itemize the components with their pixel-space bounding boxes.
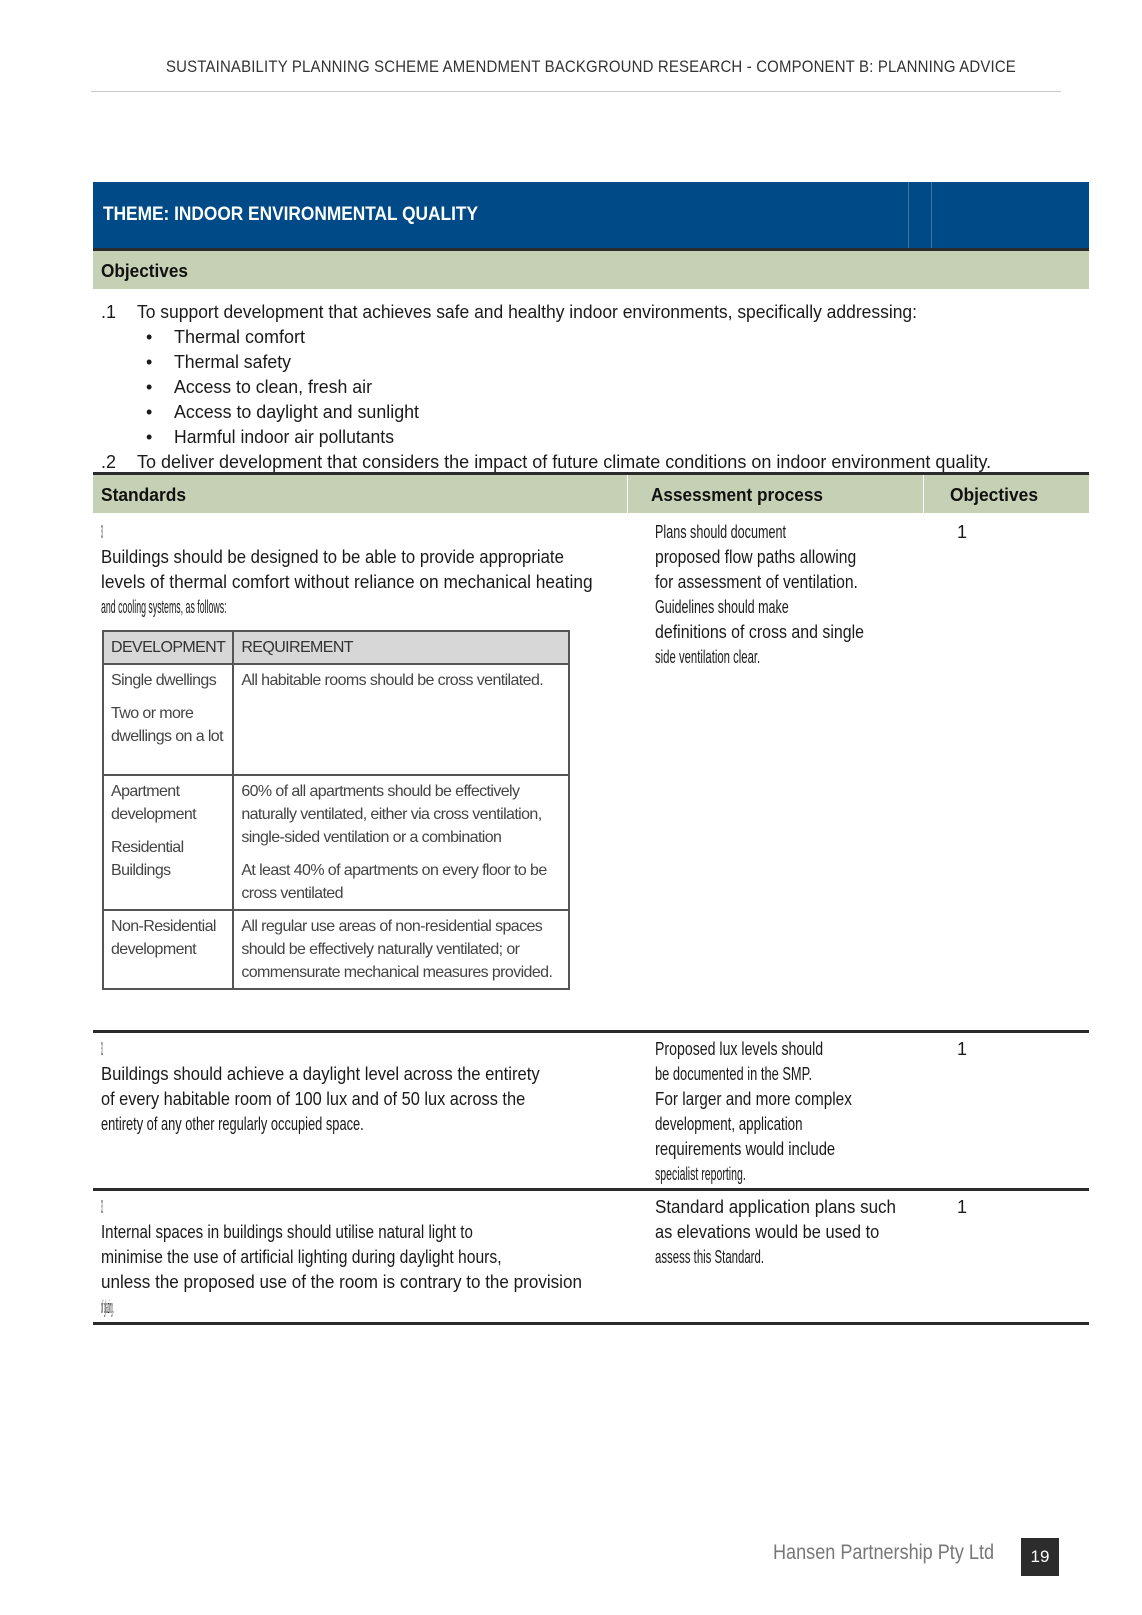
table-row [103, 775, 569, 910]
development-cell: Non-Residential development [103, 910, 233, 989]
header-rule [91, 91, 1061, 92]
assessment-s31: Proposed lux levels should be documented in the SMP. For larger and more complex development, application requirements would include specialist reporting. [655, 1039, 852, 1184]
objective-text: To deliver development that considers the impact of future climate conditions on indoor environment quality. [137, 452, 992, 472]
footer-company: Hansen Partnership Pty Ltd [773, 1541, 995, 1564]
standard-s31: S31 Buildings should achieve a daylight level across the entirety of every habitable room of 100 lux and of 50 lux across the entirety of any other regularly occupied space. [101, 1039, 540, 1134]
column-header-bar [93, 475, 1089, 513]
running-header: SUSTAINABILITY PLANNING SCHEME AMENDMENT BACKGROUND RESEARCH - COMPONENT B: PLANNING ADVICE [166, 57, 1016, 76]
theme-bar [93, 182, 1089, 248]
bullet-icon: • [146, 402, 153, 422]
ventilation-requirements-table [102, 630, 570, 990]
objective-ref-s32: 1 [957, 1197, 968, 1217]
standard-s30: S30 Buildings should be designed to be able to provide appropriate levels of thermal comfort without reliance on mechanical heating and cooling systems, as follows: [101, 522, 593, 617]
development-cell: Single dwellings Two or more dwellings on a lot [103, 664, 233, 775]
table-row [103, 664, 569, 775]
table-header-development: DEVELOPMENT [103, 631, 233, 664]
table-header-requirement: REQUIREMENT [233, 631, 569, 664]
standards-column-header: Standards [101, 485, 187, 505]
objective-ref-s31: 1 [957, 1039, 968, 1059]
bullet-icon: • [146, 377, 153, 397]
objective-bullet: • Access to daylight and sunlight [101, 400, 1091, 425]
objective-text: To support development that achieves safe and healthy indoor environments, specifically addressing: [137, 302, 918, 322]
table-row [103, 910, 569, 989]
objective-number: .2 [101, 452, 117, 472]
objective-bullet: • Harmful indoor air pollutants [101, 425, 1091, 450]
assessment-column-header: Assessment process [651, 485, 824, 505]
assessment-s32: Standard application plans such as elevations would be used to assess this Standard. [655, 1197, 896, 1267]
standard-code: S30 [101, 522, 103, 542]
objective-number: .1 [101, 302, 117, 322]
row-rule [93, 1188, 1089, 1191]
requirement-cell: 60% of all apartments should be effectively naturally ventilated, either via cross ventilation, single-sided ventilation or a combination At least 40% of apartments on every floor to be cross ventilated [233, 775, 569, 910]
development-cell: Apartment development Residential Buildings [103, 775, 233, 910]
objective-item [101, 300, 1091, 325]
bullet-icon: • [146, 327, 153, 347]
theme-bar-divider [908, 182, 909, 248]
table-header-row [103, 631, 569, 664]
column-divider [627, 475, 628, 513]
row-rule [93, 1322, 1089, 1325]
requirement-cell: All habitable rooms should be cross ventilated. [233, 664, 569, 775]
objectives-heading-bar [93, 251, 1089, 289]
assessment-s30: Plans should document proposed flow paths allowing for assessment of ventilation. Guidelines should make definitions of cross and single side ventilation clear. [655, 522, 865, 667]
objective-bullet: • Access to clean, fresh air [101, 375, 1091, 400]
bullet-icon: • [146, 427, 153, 447]
theme-title: THEME: INDOOR ENVIRONMENTAL QUALITY [103, 204, 478, 225]
objectives-column-header: Objectives [950, 485, 1038, 505]
objectives-heading: Objectives [101, 261, 189, 281]
objective-bullet: • Thermal comfort [101, 325, 1091, 350]
objective-ref-s30: 1 [957, 522, 968, 542]
bullet-icon: • [146, 352, 153, 372]
column-divider [923, 475, 924, 513]
objective-bullet: • Thermal safety [101, 350, 1091, 375]
standard-s32: S32 Internal spaces in buildings should utilise natural light to minimise the use of artificial lighting during daylight hours, unless the proposed use of the room is contrary to the provision of glazing. [101, 1197, 582, 1317]
standard-code: S32 [101, 1197, 103, 1217]
theme-bar-divider [931, 182, 932, 248]
row-rule [93, 1030, 1089, 1033]
standard-code: S31 [101, 1039, 103, 1059]
page-number: 19 [1021, 1538, 1059, 1576]
objectives-list [101, 300, 1091, 475]
requirement-cell: All regular use areas of non-residential spaces should be effectively naturally ventilated; or commensurate mechanical measures provided. [233, 910, 569, 989]
